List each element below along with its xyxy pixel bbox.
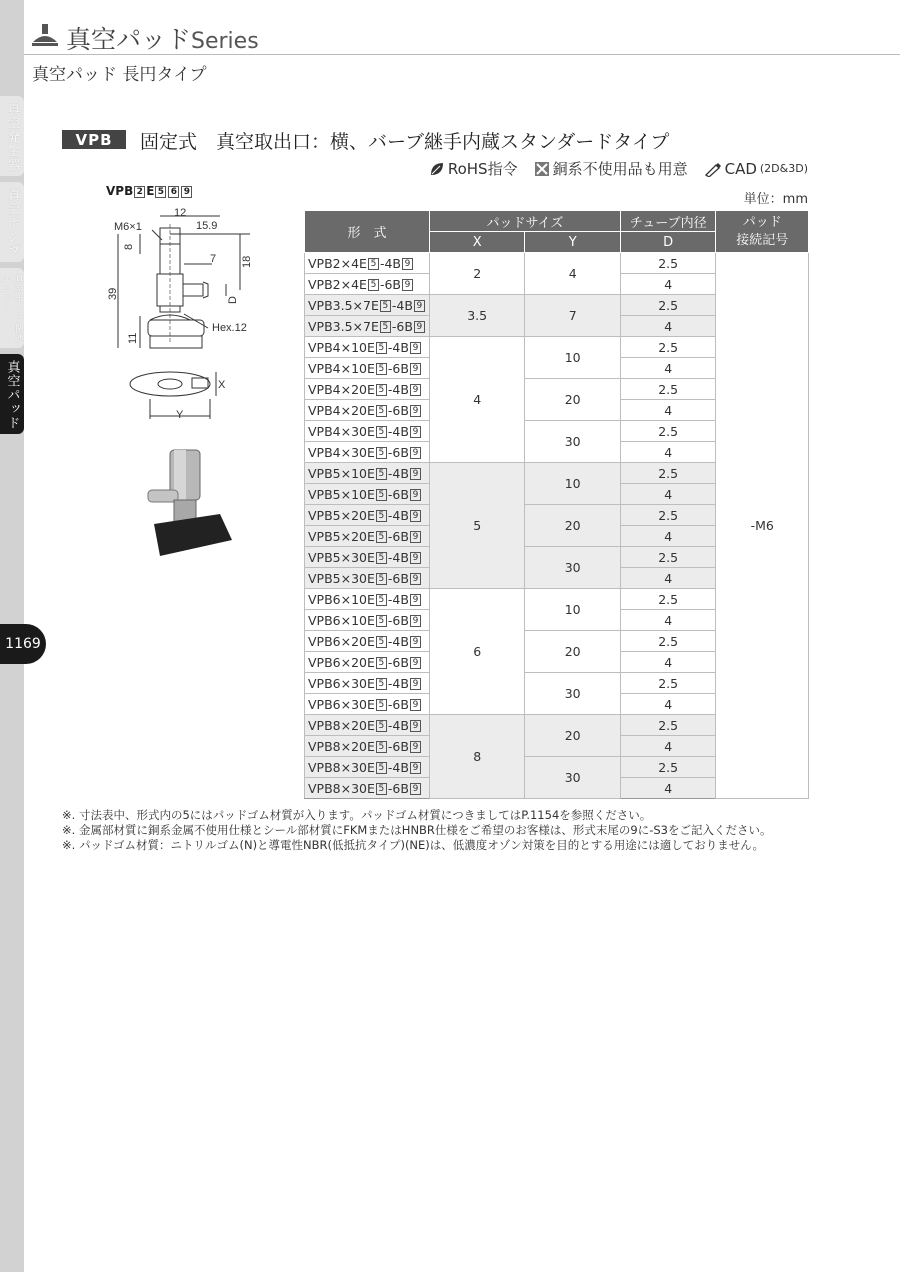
pad-y-cell: 20 — [525, 631, 620, 673]
unit-label: 単位：mm — [743, 192, 808, 207]
header-divider — [24, 54, 900, 55]
tube-d-cell: 4 — [620, 652, 716, 673]
tube-d-cell: 4 — [620, 358, 716, 379]
model-cell: VPB5×10E 5 -4B 9 — [305, 463, 430, 484]
svg-text:X: X — [218, 379, 226, 391]
side-tab-vacuum-generator[interactable] — [0, 96, 24, 176]
note-item: ※. 寸法表中、形式内の5にはパッドゴム材質が入ります。パッドゴム材質につきましてはP.1154を参照ください。 — [62, 808, 652, 822]
tube-d-cell: 2.5 — [620, 715, 716, 736]
cad-badge: CAD (2D&3D) — [704, 160, 808, 178]
copper-free-icon — [534, 161, 550, 177]
leaf-icon — [429, 161, 445, 177]
model-cell: VPB8×20E 5 -4B 9 — [305, 715, 430, 736]
tube-d-cell: 2.5 — [620, 421, 716, 442]
side-tab-label: 真空ポンプ — [4, 188, 20, 258]
tube-d-cell: 2.5 — [620, 589, 716, 610]
pad-y-cell: 30 — [525, 673, 620, 715]
page-title: 真空パッドSeries — [66, 25, 259, 54]
model-cell: VPB6×30E 5 -6B 9 — [305, 694, 430, 715]
tube-d-cell: 2.5 — [620, 463, 716, 484]
tube-d-cell: 4 — [620, 778, 716, 799]
product-photo — [148, 450, 232, 556]
page-number: 1169 — [0, 624, 46, 664]
svg-text:Y: Y — [176, 409, 184, 421]
side-tab-label: 真空パッド — [4, 360, 20, 430]
pad-y-cell: 30 — [525, 547, 620, 589]
pad-x-cell: 3.5 — [429, 295, 525, 337]
tube-d-cell: 4 — [620, 610, 716, 631]
page-subtitle: 真空パッド 長円タイプ — [32, 65, 207, 85]
model-cell: VPB5×30E 5 -6B 9 — [305, 568, 430, 589]
pad-x-cell: 8 — [429, 715, 525, 799]
tube-d-cell: 2.5 — [620, 505, 716, 526]
tube-d-cell: 2.5 — [620, 757, 716, 778]
model-cell: VPB4×20E 5 -6B 9 — [305, 400, 430, 421]
series-badge: VPB — [62, 130, 126, 149]
side-tab-vacuum-pump[interactable] — [0, 182, 24, 262]
notes — [62, 808, 822, 853]
model-code: VPB 2 E 5 6 9 — [106, 184, 193, 198]
model-cell: VPB6×10E 5 -6B 9 — [305, 610, 430, 631]
pad-x-cell: 5 — [429, 463, 525, 589]
model-cell: VPB8×30E 5 -6B 9 — [305, 778, 430, 799]
pad-y-cell: 20 — [525, 379, 620, 421]
tube-d-cell: 2.5 — [620, 253, 716, 274]
tube-d-cell: 2.5 — [620, 547, 716, 568]
model-cell: VPB8×30E 5 -4B 9 — [305, 757, 430, 778]
model-cell: VPB4×10E 5 -6B 9 — [305, 358, 430, 379]
svg-text:15.9: 15.9 — [196, 220, 218, 232]
tube-d-cell: 4 — [620, 316, 716, 337]
table-row — [305, 253, 809, 274]
pad-x-cell: 2 — [429, 253, 525, 295]
tube-d-cell: 2.5 — [620, 379, 716, 400]
svg-text:M6×1: M6×1 — [114, 221, 142, 233]
feature-badges — [429, 158, 808, 179]
svg-text:D: D — [227, 296, 239, 304]
cad-pen-icon — [704, 161, 722, 177]
tube-d-cell: 4 — [620, 274, 716, 295]
model-cell: VPB4×10E 5 -4B 9 — [305, 337, 430, 358]
col-header-y: Y — [525, 232, 620, 253]
model-cell: VPB4×30E 5 -4B 9 — [305, 421, 430, 442]
model-cell: VPB5×20E 5 -6B 9 — [305, 526, 430, 547]
pad-y-cell: 30 — [525, 421, 620, 463]
tube-d-cell: 4 — [620, 694, 716, 715]
tube-d-cell: 2.5 — [620, 631, 716, 652]
svg-text:Hex.12: Hex.12 — [212, 322, 247, 334]
model-cell: VPB6×30E 5 -4B 9 — [305, 673, 430, 694]
model-cell: VPB3.5×7E 5 -6B 9 — [305, 316, 430, 337]
model-cell: VPB5×20E 5 -4B 9 — [305, 505, 430, 526]
col-header-tube: チューブ内径 — [620, 211, 716, 232]
pad-y-cell: 10 — [525, 463, 620, 505]
svg-text:11: 11 — [127, 332, 139, 344]
model-cell: VPB6×10E 5 -4B 9 — [305, 589, 430, 610]
side-tab-label: 真空発生器 — [4, 102, 20, 172]
pad-y-cell: 20 — [525, 505, 620, 547]
model-cell: VPB5×10E 5 -6B 9 — [305, 484, 430, 505]
vacuum-pad-icon — [30, 22, 60, 48]
pad-x-cell: 4 — [429, 337, 525, 463]
pad-y-cell: 10 — [525, 589, 620, 631]
spec-table — [304, 210, 809, 799]
svg-text:18: 18 — [241, 255, 253, 268]
note-item: ※. パッドゴム材質：ニトリルゴム(N)と導電性NBR(低抵抗タイプ)(NE)は、低濃度オゾン対策を目的とする用途には適しておりません。 — [62, 838, 764, 852]
model-cell: VPB8×20E 5 -6B 9 — [305, 736, 430, 757]
svg-text:12: 12 — [174, 207, 187, 219]
note-item: ※. 金属部材質に銅系金属不使用仕様とシール部材質にFKMまたはHNBR仕様をご希望のお客様は、形式末尾の9に-S3をご記入ください。 — [62, 823, 772, 837]
col-header-connection: パッド 接続記号 — [716, 211, 809, 253]
col-header-pad-size: パッドサイズ — [429, 211, 620, 232]
tube-d-cell: 2.5 — [620, 337, 716, 358]
connection-cell: -M6 — [716, 253, 809, 799]
side-tab-vacuum-pump-unit[interactable] — [0, 268, 24, 348]
pad-y-cell: 7 — [525, 295, 620, 337]
pad-x-cell: 6 — [429, 589, 525, 715]
side-tab-vacuum-pad[interactable] — [0, 354, 24, 434]
dimension-drawing — [100, 204, 270, 564]
model-cell: VPB2×4E 5 -6B 9 — [305, 274, 430, 295]
tube-d-cell: 4 — [620, 400, 716, 421]
col-header-x: X — [429, 232, 525, 253]
svg-text:8: 8 — [123, 243, 135, 250]
svg-text:7: 7 — [210, 253, 217, 265]
model-cell: VPB2×4E 5 -4B 9 — [305, 253, 430, 274]
rohs-badge: RoHS指令 — [429, 158, 518, 179]
tube-d-cell: 4 — [620, 736, 716, 757]
pad-y-cell: 30 — [525, 757, 620, 799]
tube-d-cell: 4 — [620, 484, 716, 505]
model-cell: VPB4×20E 5 -4B 9 — [305, 379, 430, 400]
pad-y-cell: 4 — [525, 253, 620, 295]
tube-d-cell: 2.5 — [620, 295, 716, 316]
tube-d-cell: 4 — [620, 568, 716, 589]
model-cell: VPB3.5×7E 5 -4B 9 — [305, 295, 430, 316]
model-cell: VPB6×20E 5 -6B 9 — [305, 652, 430, 673]
section-title: 固定式 真空取出口：横、バーブ継手内蔵スタンダードタイプ — [140, 131, 670, 153]
model-cell: VPB4×30E 5 -6B 9 — [305, 442, 430, 463]
model-cell: VPB5×30E 5 -4B 9 — [305, 547, 430, 568]
col-header-d: D — [620, 232, 716, 253]
tube-d-cell: 4 — [620, 442, 716, 463]
side-tab-label: 真空ポンプ関連ユニット — [0, 274, 23, 344]
model-cell: VPB6×20E 5 -4B 9 — [305, 631, 430, 652]
tube-d-cell: 2.5 — [620, 673, 716, 694]
pad-y-cell: 10 — [525, 337, 620, 379]
copper-free-badge: 銅系不使用品も用意 — [534, 158, 688, 179]
col-header-model: 形 式 — [305, 211, 430, 253]
svg-text:39: 39 — [107, 287, 119, 300]
tube-d-cell: 4 — [620, 526, 716, 547]
pad-y-cell: 20 — [525, 715, 620, 757]
